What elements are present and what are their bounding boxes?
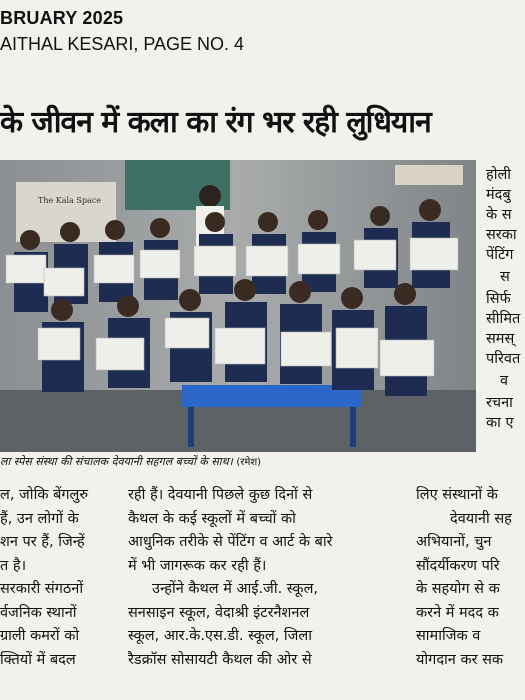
photo-caption (0, 454, 261, 469)
text-line: रैडक्रॉस सोसायटी कैथल की ओर से (128, 651, 312, 668)
right-column-text (486, 165, 525, 433)
text-line: शन पर हैं, जिन्हें (0, 534, 85, 550)
text-line: उन्होंने कैथल में आई.जी. स्कूल, (152, 581, 319, 597)
text-line: सौंदर्यीकरण परि (416, 557, 500, 574)
caption-text: ला स्पेस संस्था की संचालक देवयानी सहगल बच्चों के साथ। (0, 455, 233, 468)
text-line: सरकारी संगठनों (0, 581, 84, 597)
text-line: सनसाइन स्कूल, वेदाश्री इंटरनैशनल (128, 604, 310, 621)
text-line: कैथल के कई स्कूलों में बच्चों को (128, 510, 296, 527)
text-line: अभियानों, चुन (416, 534, 492, 550)
text-line: लिए संस्थानों के (416, 487, 498, 503)
text-line: स्कूल, आर.के.एस.डी. स्कूल, जिला (128, 628, 313, 644)
dateline: BRUARY 2025 (0, 8, 124, 28)
news-photo (0, 160, 476, 452)
text-line: सामाजिक व (416, 628, 481, 644)
headline: के जीवन में कला का रंग भर रही लुधियान (0, 105, 431, 140)
text-line: त है। (0, 557, 27, 574)
article-column-1 (0, 484, 118, 672)
text-line: योगदान कर सक (416, 651, 504, 668)
wall-sign: The Kala Space (38, 196, 101, 205)
text-line: हैं, उन लोगों के (0, 510, 79, 527)
text-line: परिवत (486, 351, 521, 367)
text-line: सरका (486, 227, 517, 243)
text-line: स (500, 269, 510, 285)
text-line: होली (486, 167, 512, 183)
text-line: समस् (486, 331, 515, 347)
caption-credit: (रमेश) (236, 457, 262, 468)
text-line: ग्राली कमरों को (0, 628, 80, 644)
text-line: करने में मदद क (416, 604, 499, 621)
source-line: AITHAL KESARI, PAGE NO. 4 (0, 34, 245, 54)
text-line: रचना (486, 395, 513, 411)
text-line: के स (486, 207, 512, 223)
text-line: रही हैं। देवयानी पिछले कुछ दिनों से (128, 487, 313, 503)
text-line: का ए (486, 415, 514, 431)
article-column-2 (128, 484, 400, 672)
text-line: आधुनिक तरीके से पेंटिंग व आर्ट के बारे (128, 534, 333, 550)
article-column-3 (416, 484, 525, 672)
text-line: देवयानी सह (450, 510, 512, 527)
text-line: पेंटिंग (486, 247, 514, 263)
text-line: में भी जागरूक कर रही हैं। (128, 557, 267, 574)
text-line: व (500, 373, 509, 389)
text-line: क्तियों में बदल (0, 651, 76, 668)
text-line: सिर्फ (486, 291, 511, 307)
text-line: मंदबु (486, 187, 511, 203)
text-line: के सहयोग से क (416, 581, 500, 597)
text-line: र्वजनिक स्थानों (0, 604, 77, 621)
text-line: सीमित (486, 311, 521, 327)
text-line: ल, जोकि बेंगलुरु (0, 487, 89, 503)
